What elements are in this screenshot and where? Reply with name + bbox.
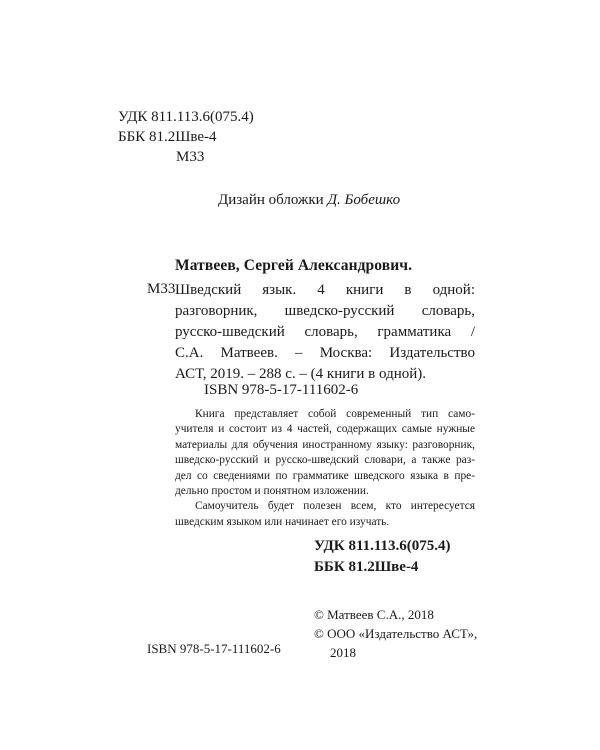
bib-line: разговорник, шведско-русский словарь, (175, 303, 475, 319)
bbk-code: ББК 81.2Шве-4 (118, 129, 217, 145)
udk-code: УДК 811.113.6(075.4) (118, 109, 254, 125)
copyright-publisher: © ООО «Издательство АСТ», (314, 626, 478, 641)
copyright-publisher-year: 2018 (330, 645, 356, 660)
annotation-line: шведско-русский и русско-шведский словари, а также раз- (175, 454, 475, 467)
bibliographic-description (175, 280, 475, 385)
cover-design-credit (218, 192, 400, 209)
annotation (175, 407, 475, 530)
udk-code-bold: УДК 811.113.6(075.4) (314, 538, 451, 554)
annotation-line: шведским языком или начинает его изучать. (175, 515, 390, 528)
author-mark-code: М33 (176, 149, 205, 165)
bib-line: АСТ, 2019. – 288 с. – (4 книги в одной). (175, 366, 427, 382)
annotation-line: Самоучитель будет полезен всем, кто интересуется (195, 500, 475, 513)
cover-designer-name: Д. Бобешко (327, 192, 401, 208)
annotation-line: дельно простом и понятном изложении. (175, 485, 369, 498)
author-mark-left: М33 (147, 281, 176, 297)
bib-line: С.А. Матвеев. – Москва: Издательство (175, 345, 475, 361)
cover-design-label: Дизайн обложки (218, 192, 324, 208)
annotation-line: дел со сведениями по грамматике шведского языка в пре- (175, 469, 475, 482)
bib-line: Шведский язык. 4 книги в одной: (175, 282, 475, 298)
copyright-block (314, 605, 477, 662)
top-classification-codes (118, 107, 254, 167)
annotation-line: материалы для обучения иностранному языку: разговорник, (175, 438, 475, 451)
bib-line: русско-шведский словарь, грамматика / (175, 324, 475, 340)
bold-classification-codes (314, 536, 451, 578)
isbn-main: ISBN 978-5-17-111602-6 (204, 382, 359, 398)
author-heading: Матвеев, Сергей Александрович. (175, 257, 413, 274)
copyright-author: © Матвеев С.А., 2018 (314, 607, 434, 622)
bbk-code-bold: ББК 81.2Шве-4 (314, 559, 419, 575)
annotation-line: Книга представляет собой современный тип само- (195, 408, 475, 420)
isbn-bottom: ISBN 978-5-17-111602-6 (147, 641, 281, 656)
annotation-line: учителя и состоит из 4 частей, содержащих самые нужные (175, 423, 475, 436)
